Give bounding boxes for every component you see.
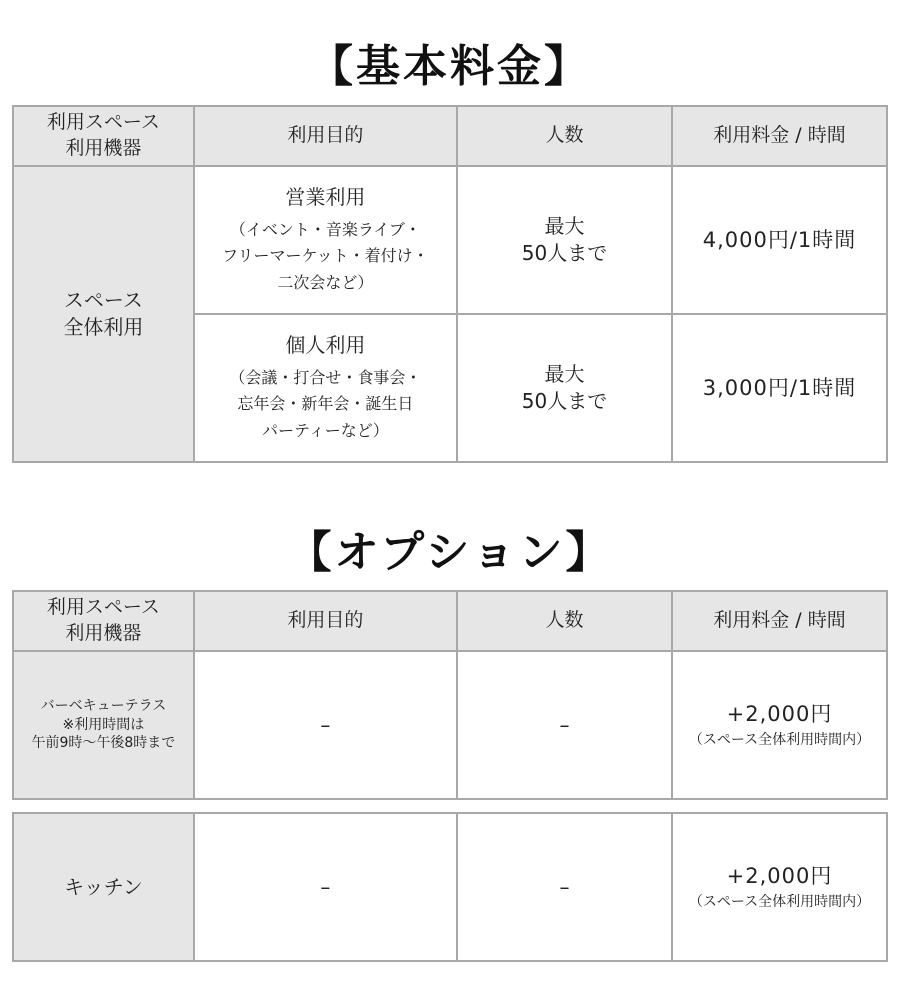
option-price: +2,000円: [726, 702, 833, 727]
option-price: +2,000円: [726, 864, 833, 889]
people-cell: –: [457, 651, 672, 799]
price-cell: 3,000円/1時間: [672, 314, 887, 462]
purpose-cell: –: [194, 651, 457, 799]
option-header-row: [13, 591, 887, 651]
purpose-detail: フリーマーケット・着付け・: [222, 246, 429, 266]
option-name-line: ※利用時間は: [62, 716, 145, 733]
header-purpose: 利用目的: [194, 591, 457, 651]
purpose-cell: –: [194, 813, 457, 961]
header-people: 人数: [457, 591, 672, 651]
people-cell: –: [457, 813, 672, 961]
space-label-line2: 全体利用: [63, 315, 144, 339]
people-line2: 50人まで: [521, 389, 608, 413]
price-cell: [672, 813, 887, 961]
price-cell: [672, 651, 887, 799]
basic-fee-table: [12, 105, 888, 463]
option-name-bbq: [13, 651, 194, 799]
purpose-detail: 忘年会・新年会・誕生日: [237, 394, 414, 414]
space-label: [13, 166, 194, 462]
header-space-line2: 利用機器: [65, 137, 142, 159]
purpose-detail: 二次会など）: [277, 272, 374, 292]
header-space-line1: 利用スペース: [46, 596, 160, 619]
purpose-detail: （会議・打合せ・食事会・: [229, 367, 422, 387]
header-space-line2: 利用機器: [65, 622, 142, 644]
option-price-note: （スペース全体利用時間内）: [688, 893, 871, 910]
option-table: [12, 590, 888, 800]
purpose-cell: [194, 166, 457, 314]
option-title: 【オプション】: [287, 527, 613, 578]
purpose-detail: パーティーなど）: [262, 420, 389, 440]
header-space: [13, 591, 194, 651]
option-name-kitchen: キッチン: [13, 813, 194, 961]
header-space: [13, 106, 194, 166]
people-line1: 最大: [544, 214, 585, 238]
basic-header-row: [13, 106, 887, 166]
header-price: 利用料金 / 時間: [672, 106, 887, 166]
header-people: 人数: [457, 106, 672, 166]
header-space-line1: 利用スペース: [46, 111, 160, 134]
option-table-kitchen: [12, 812, 888, 962]
people-line1: 最大: [544, 362, 585, 386]
header-purpose: 利用目的: [194, 106, 457, 166]
price-cell: 4,000円/1時間: [672, 166, 887, 314]
option-price-note: （スペース全体利用時間内）: [688, 731, 871, 748]
option-name-line: 午前9時〜午後8時まで: [31, 735, 176, 752]
purpose-cell: [194, 314, 457, 462]
purpose-title: 個人利用: [285, 332, 366, 357]
purpose-detail: （イベント・音楽ライブ・: [229, 219, 421, 239]
table-row: [13, 166, 887, 314]
table-row: [13, 651, 887, 799]
people-cell: [457, 314, 672, 462]
space-label-line1: スペース: [63, 288, 143, 312]
people-line2: 50人まで: [521, 241, 608, 265]
people-cell: [457, 166, 672, 314]
table-row: [13, 813, 887, 961]
purpose-title: 営業利用: [285, 184, 366, 209]
header-price: 利用料金 / 時間: [672, 591, 887, 651]
option-name-line: バーベキューテラス: [40, 697, 167, 714]
basic-fee-title: 【基本料金】: [309, 41, 591, 92]
